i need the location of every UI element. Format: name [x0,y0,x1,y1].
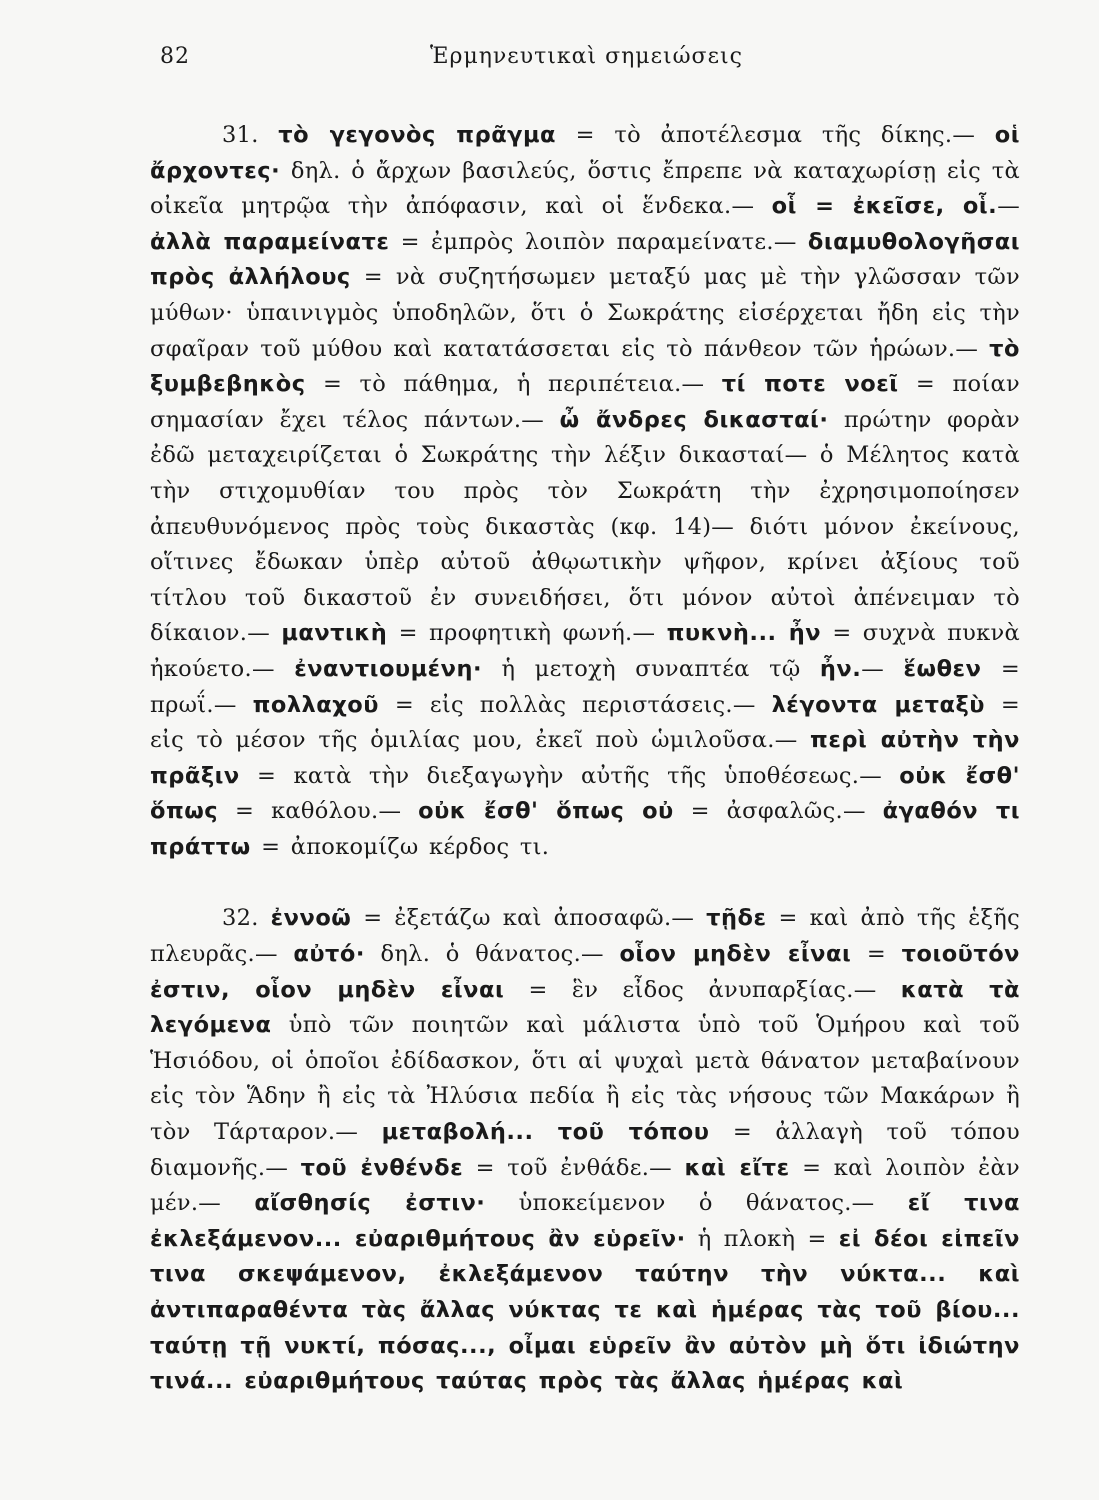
gloss-text: — [861,655,904,682]
lemma-term: εἴ τινα ἐκλεξάμενον... εὐαριθμήτους ἂν εὑρεῖν· [150,1190,1021,1252]
running-title: Ἑρμηνευτικαὶ σημειώσεις [430,44,743,69]
lemma-term: μαντικὴ [281,620,388,647]
gloss-text: = πρωΐ.— [150,655,1020,718]
lemma-term: ἕωθεν [903,655,982,682]
lemma-term: αὐτό· [293,941,365,968]
lemma-term: τὸ γεγονὸς πρᾶγμα [278,122,557,148]
lemma-term: τῇδε [706,905,767,932]
note-paragraph-31 [150,118,1020,865]
gloss-text: 31. [222,122,279,148]
lemma-term: οἷ = ἐκεῖσε, οἷ. [771,193,998,220]
lemma-term: περὶ αὐτὴν τὴν πρᾶξιν [150,727,1020,789]
gloss-text: = καθόλου.— [218,798,419,825]
gloss-text: = καὶ ἀπὸ τῆς ἑξῆς πλευρᾶς.— [150,905,1020,968]
lemma-term: καὶ εἴτε [684,1154,790,1181]
page-number: 82 [160,44,190,69]
commentary-body [150,118,1020,1400]
gloss-text: = τὸ πάθημα, ἡ περιπέτεια.— [305,371,722,398]
gloss-text: = τοῦ ἐνθάδε.— [463,1154,685,1181]
lemma-term: κατὰ τὰ λεγόμενα [150,976,1020,1039]
gloss-text: = κατὰ τὴν διεξαγωγὴν αὐτῆς τῆς ὑποθέσεως.— [239,762,900,789]
lemma-term: οὐκ ἔσθ' ὅπως [150,762,1020,825]
lemma-term: αἴσθησίς ἐστιν· [254,1190,486,1217]
gloss-text: πρώτην φορὰν ἐδῶ μεταχειρίζεται ὁ Σωκράτης τὴν λέξιν δικασταί— ὁ Μέλητος κατὰ τὴν στιχομυθίαν του πρὸς τὸν Σωκράτη τὴν ἐχρησιμοποίησεν ἀπευθυνόμενος πρὸς τοὺς δικαστὰς (κφ. 14)— διότι μόνον ἐκείνους, οἵτινες ἔδωκαν ὑπὲρ αὐτοῦ ἀθῳωτικὴν ψῆφον, κρίνει ἀξίους τοῦ τίτλου τοῦ δικαστοῦ ἐν συνειδήσει, ὅτι μόνον αὐτοὶ ἀπένειμαν τὸ δίκαιον.— [150,406,1020,647]
gloss-text: δηλ. ὁ θάνατος.— [364,941,620,968]
lemma-term: ἐναντιουμένη· [294,655,483,682]
lemma-term: πολλαχοῦ [252,691,379,718]
gloss-text: = ποίαν σημασίαν ἔχει τέλος πάντων.— [150,371,1020,433]
lemma-term: λέγοντα μεταξὺ [771,691,985,718]
lemma-term: διαμυθολογῆσαι πρὸς ἀλλήλους [150,228,1021,291]
gloss-text: — [997,193,1021,220]
gloss-text: = νὰ συζητήσωμεν μεταξύ μας μὲ τὴν γλῶσσαν τῶν μύθων· ὑπαινιγμὸς ὑποδηλῶν, ὅτι ὁ Σωκράτης εἰσέρχεται ἤδη εἰς τὴν σφαῖραν τοῦ μύθου καὶ κατατάσσεται εἰς τὸ πάνθεον τῶν ἡρώων.— [150,264,1020,362]
gloss-text: 32. [222,905,271,932]
lemma-term: ἀγαθόν τι πράττω [150,798,1020,860]
gloss-text: ὑπὸ τῶν ποιητῶν καὶ μάλιστα ὑπὸ τοῦ Ὁμήρου καὶ τοῦ Ἡσιόδου, οἱ ὁποῖοι ἐδίδασκον, ὅτι αἱ ψυχαὶ μετὰ θάνατον μεταβαίνουν εἰς τὸν Ἅδην ἢ εἰς τὰ Ἠλύσια πεδία ἢ εἰς τὰς νήσους τῶν Μακάρων ἢ τὸν Τάρταρον.— [150,1012,1020,1146]
lemma-term: πυκνὴ... ἦν [666,620,822,647]
gloss-text: = καὶ λοιπὸν ἐὰν μέν.— [150,1154,1020,1217]
lemma-term: οἱ ἄρχοντες· [150,122,1020,184]
page-header [160,44,1020,80]
gloss-text: = ἀλλαγὴ τοῦ τόπου διαμονῆς.— [150,1119,1020,1181]
lemma-term: οὐκ ἔσθ' ὅπως οὐ [418,798,674,825]
gloss-text: = ἐξετάζω καὶ ἀποσαφῶ.— [351,905,707,932]
lemma-term: μεταβολή... τοῦ τόπου [381,1119,710,1146]
note-paragraph-32 [150,901,1020,1399]
lemma-term: ἦν. [819,655,862,682]
lemma-term: οἷον μηδὲν εἶναι [619,941,852,968]
gloss-text: ἡ πλοκὴ = [685,1225,839,1252]
gloss-text: = ἀσφαλῶς.— [673,798,883,825]
lemma-term: τοιοῦτόν ἐστιν, οἷον μηδὲν εἶναι [150,941,1021,1003]
gloss-text: = ἓν εἶδος ἀνυπαρξίας.— [504,976,901,1003]
gloss-text: ὑποκείμενον ὁ θάνατος.— [485,1190,908,1217]
gloss-text: = συχνὰ πυκνὰ ἠκούετο.— [150,620,1020,682]
gloss-text: ἡ μετοχὴ συναπτέα τῷ [482,655,820,682]
gloss-text: = εἰς τὸ μέσον τῆς ὁμιλίας μου, ἐκεῖ ποὺ ὡμιλοῦσα.— [150,691,1021,754]
lemma-term: τοῦ ἐνθένδε [300,1154,464,1181]
lemma-term: εἰ δέοι εἰπεῖν τινα σκεψάμενον, ἐκλεξάμενον ταύτην τὴν νύκτα... καὶ ἀντιπαραθέντα τὰς ἄλλας νύκτας τε καὶ ἡμέρας τὰς τοῦ βίου... ταύτῃ τῇ νυκτί, πόσας..., οἶμαι εὑρεῖν ἂν αὐτὸν μὴ ὅτι ἰδιώτην τινά... εὐαριθμήτους ταύτας πρὸς τὰς ἄλλας ἡμέρας καὶ [150,1225,1020,1395]
gloss-text: = εἰς πολλὰς περιστάσεις.— [378,691,772,718]
gloss-text: = [851,941,902,968]
gloss-text: = ἐμπρὸς λοιπὸν παραμείνατε.— [389,228,808,255]
lemma-term: ἀλλὰ παραμείνατε [150,228,390,255]
lemma-term: ὦ ἄνδρες δικασταί· [559,406,829,433]
gloss-text: = τὸ ἀποτέλεσμα τῆς δίκης.— [556,122,995,148]
gloss-text: = προφητικὴ φωνή.— [387,620,667,647]
lemma-term: τί ποτε νοεῖ [721,371,899,398]
lemma-term: ἐννοῶ [270,905,352,932]
gloss-text: δηλ. ὁ ἄρχων βασιλεύς, ὅστις ἔπρεπε νὰ καταχωρίσῃ εἰς τὰ οἰκεῖα μητρῷα τὴν ἀπόφασιν, καὶ οἱ ἕνδεκα.— [150,157,1020,220]
gloss-text: = ἀποκομίζω κέρδος τι. [250,833,550,860]
lemma-term: τὸ ξυμβεβηκὸς [150,335,1020,398]
